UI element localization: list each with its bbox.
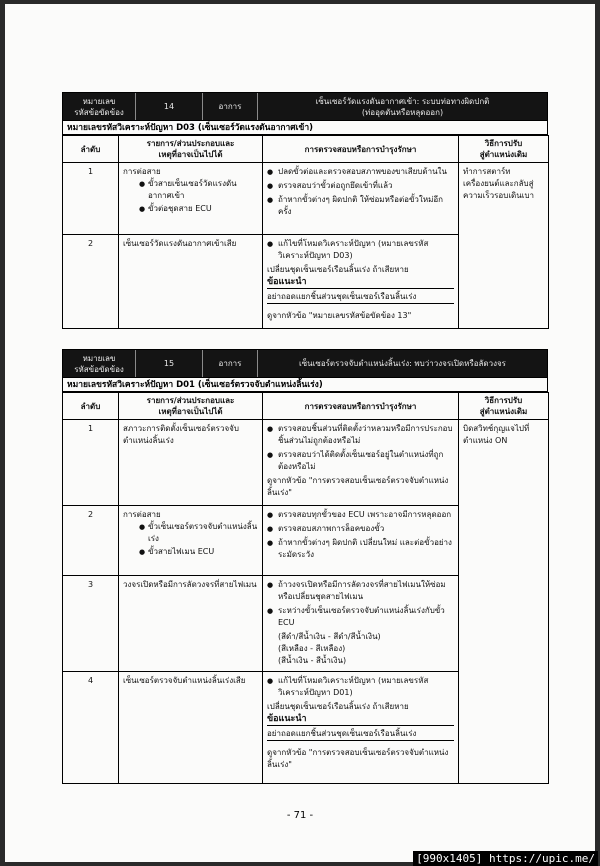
wire-color: (สีเหลือง - สีเหลือง) [278, 644, 346, 653]
reference-text: ดูจากหัวข้อ "การตรวจสอบเซ็นเซอร์ตรวจจับตำแหน่งลิ้นเร่ง" [267, 476, 449, 497]
row-number: 1 [63, 163, 119, 235]
row-check [263, 163, 459, 235]
row-number: 2 [63, 506, 119, 576]
advice-text: อย่าถอดแยกชิ้นส่วนชุดเซ็นเซอร์เรือนลิ้นเร่ง [267, 291, 454, 304]
row-number: 2 [63, 235, 119, 329]
reset-method: บิดสวิทช์กุญแจไปที่ตำแหน่ง ON [459, 420, 549, 784]
list-item: ● ตรวจสอบว่าได้ติดตั้งเซ็นเซอร์อยู่ในตำแหน่งที่ถูกต้องหรือไม่ [267, 449, 454, 473]
watermark-text: [990x1405] https://upic.me/ [413, 851, 598, 866]
check-line: เปลี่ยนชุดเซ็นเซอร์เรือนลิ้นเร่ง ถ้าเสียหาย [267, 265, 409, 274]
table-row [63, 163, 549, 235]
fault-header [62, 349, 548, 378]
row-check [263, 506, 459, 576]
diagnostic-title: หมายเลขรหัสวิเคราะห์ปัญหา D01 (เซ็นเซอร์ตรวจจับตำแหน่งลิ้นเร่ง) [62, 378, 548, 392]
col-item: รายการ/ส่วนประกอบและ เหตุที่อาจเป็นไปได้ [119, 393, 263, 420]
col-no: ลำดับ [63, 136, 119, 163]
list-item: ● ตรวจสอบทุกขั้วของ ECU เพราะอาจมีการหลุดออก [267, 509, 454, 521]
row-number: 1 [63, 420, 119, 506]
item-text: สภาวะการติดตั้งเซ็นเซอร์ตรวจจับตำแหน่งลิ้นเร่ง [119, 420, 263, 506]
item-text: เซ็นเซอร์วัดแรงดันอากาศเข้าเสีย [119, 235, 263, 329]
row-number: 4 [63, 672, 119, 784]
symptom-text: เซ็นเซอร์ตรวจจับตำแหน่งลิ้นเร่ง: พบว่าวงจรเปิดหรือลัดวงจร [257, 350, 547, 377]
reference-text: ดูจากหัวข้อ "หมายเลขรหัสข้อขัดข้อง 13" [267, 311, 412, 320]
item-text: เซ็นเซอร์ตรวจจับตำแหน่งลิ้นเร่งเสีย [119, 672, 263, 784]
row-item [119, 163, 263, 235]
code-label: หมายเลข รหัสข้อขัดข้อง [74, 96, 124, 117]
manual-page [5, 4, 595, 862]
diagnostic-title: หมายเลขรหัสวิเคราะห์ปัญหา D03 (เซ็นเซอร์วัดแรงดันอากาศเข้า) [62, 121, 548, 135]
wire-color: (สีน้ำเงิน - สีน้ำเงิน) [278, 656, 347, 665]
fault-code-14-block [62, 92, 548, 329]
diagnostic-table [62, 135, 549, 329]
fault-header [62, 92, 548, 121]
list-item: ● ขั้วสายไฟเมน ECU [139, 546, 258, 558]
row-check [263, 235, 459, 329]
item-text: การต่อสาย [123, 167, 161, 176]
list-item: ● ตรวจสอบชิ้นส่วนที่ติดตั้งว่าหลวมหรือมีการประกอบชิ้นส่วนไม่ถูกต้องหรือไม่ [267, 423, 454, 447]
advice-text: อย่าถอดแยกชิ้นส่วนชุดเซ็นเซอร์เรือนลิ้นเร่ง [267, 728, 454, 741]
item-text: วงจรเปิดหรือมีการลัดวงจรที่สายไฟเมน [119, 576, 263, 672]
item-text: การต่อสาย [123, 510, 161, 519]
wire-color: (สีดำ/สีน้ำเงิน - สีดำ/สีน้ำเงิน) [278, 632, 381, 641]
list-item: ● ขั้วต่อชุดสาย ECU [139, 203, 258, 215]
row-item [119, 506, 263, 576]
col-no: ลำดับ [63, 393, 119, 420]
list-item: ● ตรวจสอบสภาพการล็อคของขั้ว [267, 523, 454, 535]
check-line: เปลี่ยนชุดเซ็นเซอร์เรือนลิ้นเร่ง ถ้าเสียหาย [267, 702, 409, 711]
advice-label: ข้อแนะนำ [267, 276, 454, 289]
diagnostic-table [62, 392, 549, 784]
list-item: ● ขั้วเซ็นเซอร์ตรวจจับตำแหน่งลิ้นเร่ง [139, 521, 258, 545]
list-item: ● ตรวจสอบว่าขั้วต่อถูกยึดเข้าที่แล้ว [267, 180, 454, 192]
advice-label: ข้อแนะนำ [267, 713, 454, 726]
col-check: การตรวจสอบหรือการบำรุงรักษา [263, 136, 459, 163]
fault-code-15-block [62, 349, 548, 784]
list-item: ● ถ้าวงจรเปิดหรือมีการลัดวงจรที่สายไฟเมนให้ซ่อมหรือเปลี่ยนชุดสายไฟเมน [267, 579, 454, 603]
row-number: 3 [63, 576, 119, 672]
list-item: ● ระหว่างขั้วเซ็นเซอร์ตรวจจับตำแหน่งลิ้นเร่งกับขั้ว ECU [267, 605, 454, 629]
row-check [263, 420, 459, 506]
list-item: ● ปลดขั้วต่อและตรวจสอบสภาพของขาเสียบด้านใน [267, 166, 454, 178]
list-item: ● แก้ไขที่โหมดวิเคราะห์ปัญหา (หมายเลขรหัสวิเคราะห์ปัญหา D03) [267, 238, 454, 262]
reset-method: ทำการสตาร์ทเครื่องยนต์และกลับสู่ความเร็วรอบเดินเบา [459, 163, 549, 329]
col-item: รายการ/ส่วนประกอบและ เหตุที่อาจเป็นไปได้ [119, 136, 263, 163]
list-item: ● ถ้าหากขั้วต่างๆ ผิดปกติ เปลี่ยนใหม่ และต่อขั้วอย่างระมัดระวัง [267, 537, 454, 561]
symptom-text: เซ็นเซอร์วัดแรงดันอากาศเข้า: ระบบท่อทางผิดปกติ (ท่ออุดตันหรือหลุดออก) [257, 93, 547, 120]
row-check [263, 672, 459, 784]
symptom-label: อาการ [202, 93, 257, 120]
list-item: ● แก้ไขที่โหมดวิเคราะห์ปัญหา (หมายเลขรหัสวิเคราะห์ปัญหา D01) [267, 675, 454, 699]
table-row [63, 420, 549, 506]
list-item: ● ขั้วสายเซ็นเซอร์วัดแรงดันอากาศเข้า [139, 178, 258, 202]
symptom-label: อาการ [202, 350, 257, 377]
col-reset: วิธีการปรับ สู่ตำแหน่งเดิม [459, 136, 549, 163]
reference-text: ดูจากหัวข้อ "การตรวจสอบเซ็นเซอร์ตรวจจับตำแหน่งลิ้นเร่ง" [267, 748, 449, 769]
code-number: 14 [135, 93, 202, 120]
col-reset: วิธีการปรับ สู่ตำแหน่งเดิม [459, 393, 549, 420]
page-number: - 71 - [286, 810, 314, 821]
row-check [263, 576, 459, 672]
code-label: หมายเลข รหัสข้อขัดข้อง [74, 353, 124, 374]
code-number: 15 [135, 350, 202, 377]
list-item: ● ถ้าหากขั้วต่างๆ ผิดปกติ ให้ซ่อมหรือต่อขั้วใหม่อีกครั้ง [267, 194, 454, 218]
col-check: การตรวจสอบหรือการบำรุงรักษา [263, 393, 459, 420]
